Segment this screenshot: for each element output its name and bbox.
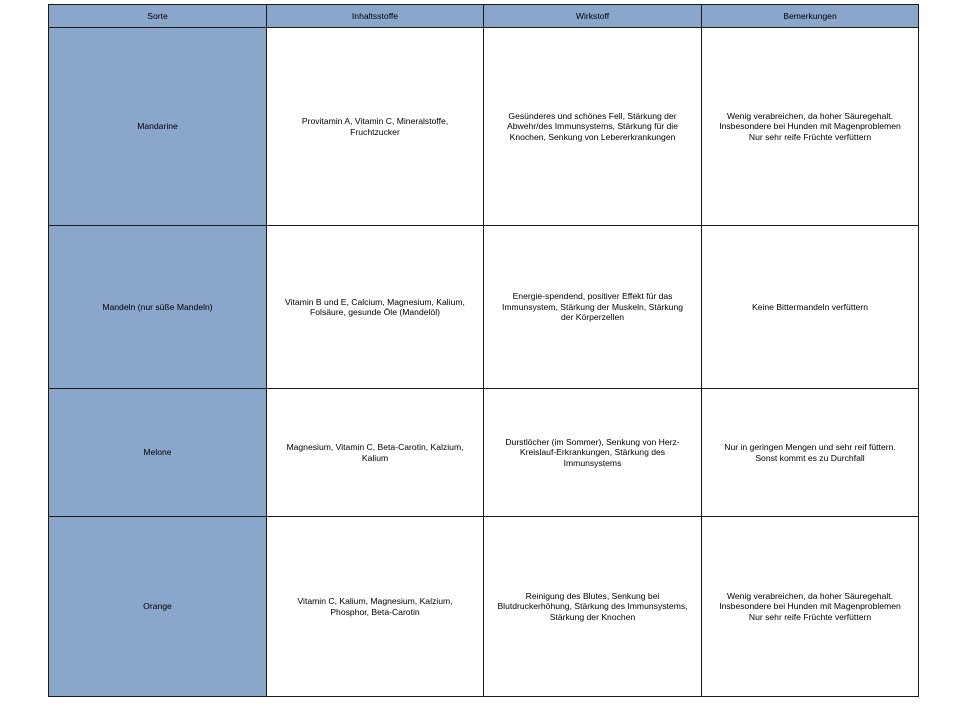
cell-line: Keine Bittermandeln verfüttern [751, 301, 869, 312]
cell-inhaltsstoffe [267, 28, 484, 226]
cell-line: Kreislauf-Erkrankungen, Stärkung des [519, 447, 666, 458]
cell-sorte: Orange [49, 517, 267, 697]
cell-line: Abwehr/des Immunsystems, Stärkung für die [507, 121, 678, 132]
header-sorte: Sorte [49, 5, 267, 28]
cell-line: Kalium [361, 452, 389, 463]
cell-inhaltsstoffe [267, 389, 484, 517]
cell-line: Vitamin C, Kalium, Magnesium, Kalzium, [297, 596, 453, 606]
cell-line: Insbesondere bei Hunden mit Magenproblemen [719, 121, 901, 132]
cell-sorte: Mandarine [49, 28, 267, 226]
cell-line: Reinigung des Blutes, Senkung bei [525, 590, 660, 601]
cell-line: Wenig verabreichen, da hoher Säuregehalt. [726, 110, 894, 121]
cell-line: Magnesium, Vitamin C, Beta-Carotin, Kalzium, [286, 442, 464, 452]
cell-wirkstoff [484, 28, 702, 226]
cell-bemerkungen [702, 517, 919, 697]
cell-bemerkungen [702, 28, 919, 226]
cell-line: Phosphor, Beta-Carotin [330, 606, 420, 617]
cell-inhaltsstoffe [267, 226, 484, 389]
cell-line: Vitamin B und E, Calcium, Magnesium, Kalium, [285, 296, 465, 307]
fruit-table [48, 4, 919, 697]
table-row [49, 517, 919, 697]
table-row [49, 389, 919, 517]
header-inhaltsstoffe: Inhaltsstoffe [267, 5, 484, 28]
cell-line: Immunsystems [563, 457, 622, 468]
cell-line: Fruchtzucker [350, 126, 400, 137]
cell-line: Nur sehr reife Früchte verfüttern [748, 611, 872, 622]
cell-bemerkungen [702, 389, 919, 517]
cell-line: Insbesondere bei Hunden mit Magenproblemen [719, 601, 901, 612]
cell-line: Nur in geringen Mengen und sehr reif füttern. [724, 442, 896, 452]
cell-wirkstoff [484, 226, 702, 389]
cell-line: Provitamin A, Vitamin C, Mineralstoffe, [301, 116, 449, 126]
cell-line: Folsäure, gesunde Öle (Mandelöl) [310, 307, 440, 317]
cell-line: Gesünderes und schönes Fell, Stärkung der [508, 110, 677, 121]
header-bemerkungen: Bemerkungen [702, 5, 919, 28]
cell-line: Wenig verabreichen, da hoher Säuregehalt. [726, 590, 894, 601]
cell-wirkstoff [484, 517, 702, 697]
cell-line: Immunsystem, Stärkung der Muskeln, Stärkung [501, 301, 684, 312]
table-row [49, 226, 919, 389]
header-wirkstoff: Wirkstoff [484, 5, 702, 28]
cell-line: Knochen, Senkung von Lebererkrankungen [509, 131, 676, 142]
cell-line: Durstlöcher (im Sommer), Senkung von Herz- [505, 436, 680, 447]
cell-line: Stärkung der Knochen [549, 611, 636, 622]
cell-bemerkungen [702, 226, 919, 389]
cell-sorte: Melone [49, 389, 267, 517]
cell-inhaltsstoffe [267, 517, 484, 697]
cell-line: Energie-spendend, positiver Effekt für das [512, 291, 673, 302]
cell-line: der Körperzellen [560, 312, 625, 323]
table-row [49, 28, 919, 226]
cell-line: Sonst kommt es zu Durchfall [755, 452, 865, 463]
cell-wirkstoff [484, 389, 702, 517]
cell-line: Blutdruckerhöhung, Stärkung des Immunsystems, [497, 601, 688, 612]
cell-sorte: Mandeln (nur süße Mandeln) [49, 226, 267, 389]
header-row [49, 5, 919, 28]
cell-line: Nur sehr reife Früchte verfüttern [748, 131, 872, 142]
